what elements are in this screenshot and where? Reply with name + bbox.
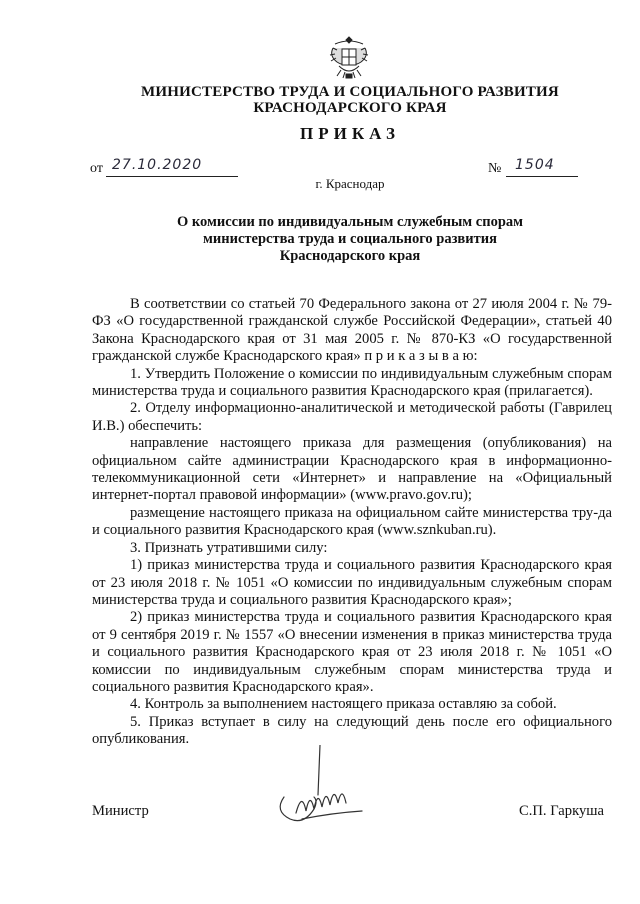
title-line1: О комиссии по индивидуальным служебным спорам [176, 214, 524, 230]
paragraph: В соответствии со статьей 70 Федерального закона от 27 июля 2004 г. № 79-ФЗ «О государственной гражданской службе Российской Федерации», статьей 40 Закона Краснодарского края от 31 мая 2005 г. № 870-КЗ «О государственной гражданской службе Краснодарского края» п р и к а з ы в а ю: [92, 296, 612, 365]
date-prefix: от [90, 161, 103, 176]
coat-of-arms-icon [327, 34, 371, 80]
document-body [92, 296, 612, 749]
paragraph: 3. Признать утратившими силу: [130, 539, 328, 556]
paragraph: 2) приказ министерства труда и социального развития Краснодарского края от 9 сентября 2019 г. № 1557 «О внесении изменения в приказ министерства труда и социального развития Краснодарского края от 23 июля 2018 г. № 1051 «О комиссии по индивидуальным служебным спорам министерства труда и социального развития Краснодарского края». [92, 609, 612, 695]
signatory-position: Министр [92, 803, 149, 819]
paragraph: 4. Контроль за выполнением настоящего приказа оставляю за собой. [130, 696, 557, 713]
ministry-name-line1: МИНИСТЕРСТВО ТРУДА И СОЦИАЛЬНОГО РАЗВИТИЯ [141, 84, 559, 100]
number-value: 1504 [515, 157, 555, 173]
ministry-name-line2: КРАСНОДАРСКОГО КРАЯ [253, 100, 447, 116]
document-type: ПРИКАЗ [300, 124, 400, 143]
paragraph: 5. Приказ вступает в силу на следующий день после его официального опубликования. [92, 713, 612, 748]
paragraph: размещение настоящего приказа на официальном сайте министерства тру-да и социального развития Краснодарского края (www.sznkuban.ru). [92, 504, 612, 539]
title-line3: Краснодарского края [279, 248, 421, 264]
paragraph: направление настоящего приказа для размещения (опубликования) на официальном сайте администрации Краснодарского края в информационно-телекоммуникационной сети «Интернет» и направление на «Официальный интернет-портал правовой информации» (www.pravo.gov.ru); [92, 435, 612, 504]
city: г. Краснодар [315, 176, 385, 191]
number-prefix: № [488, 161, 502, 176]
paragraph: 1. Утвердить Положение о комиссии по индивидуальным служебным спорам министерства труда и социального развития Краснодарского края (прилагается). [92, 365, 612, 400]
paragraph: 2. Отделу информационно-аналитической и методической работы (Гаврилец И.В.) обеспечить: [92, 400, 612, 434]
handwritten-signature [262, 745, 380, 831]
signatory-name: С.П. Гаркуша [519, 803, 604, 819]
date-value: 27.10.2020 [112, 157, 203, 173]
title-line2: министерства труда и социального развития [203, 231, 497, 247]
paragraph: 1) приказ министерства труда и социального развития Краснодарского края от 23 июля 2018 г. № 1051 «О комиссии по индивидуальным служебным спорам министерства труда и социального развития Краснодарского края»; [92, 557, 612, 608]
